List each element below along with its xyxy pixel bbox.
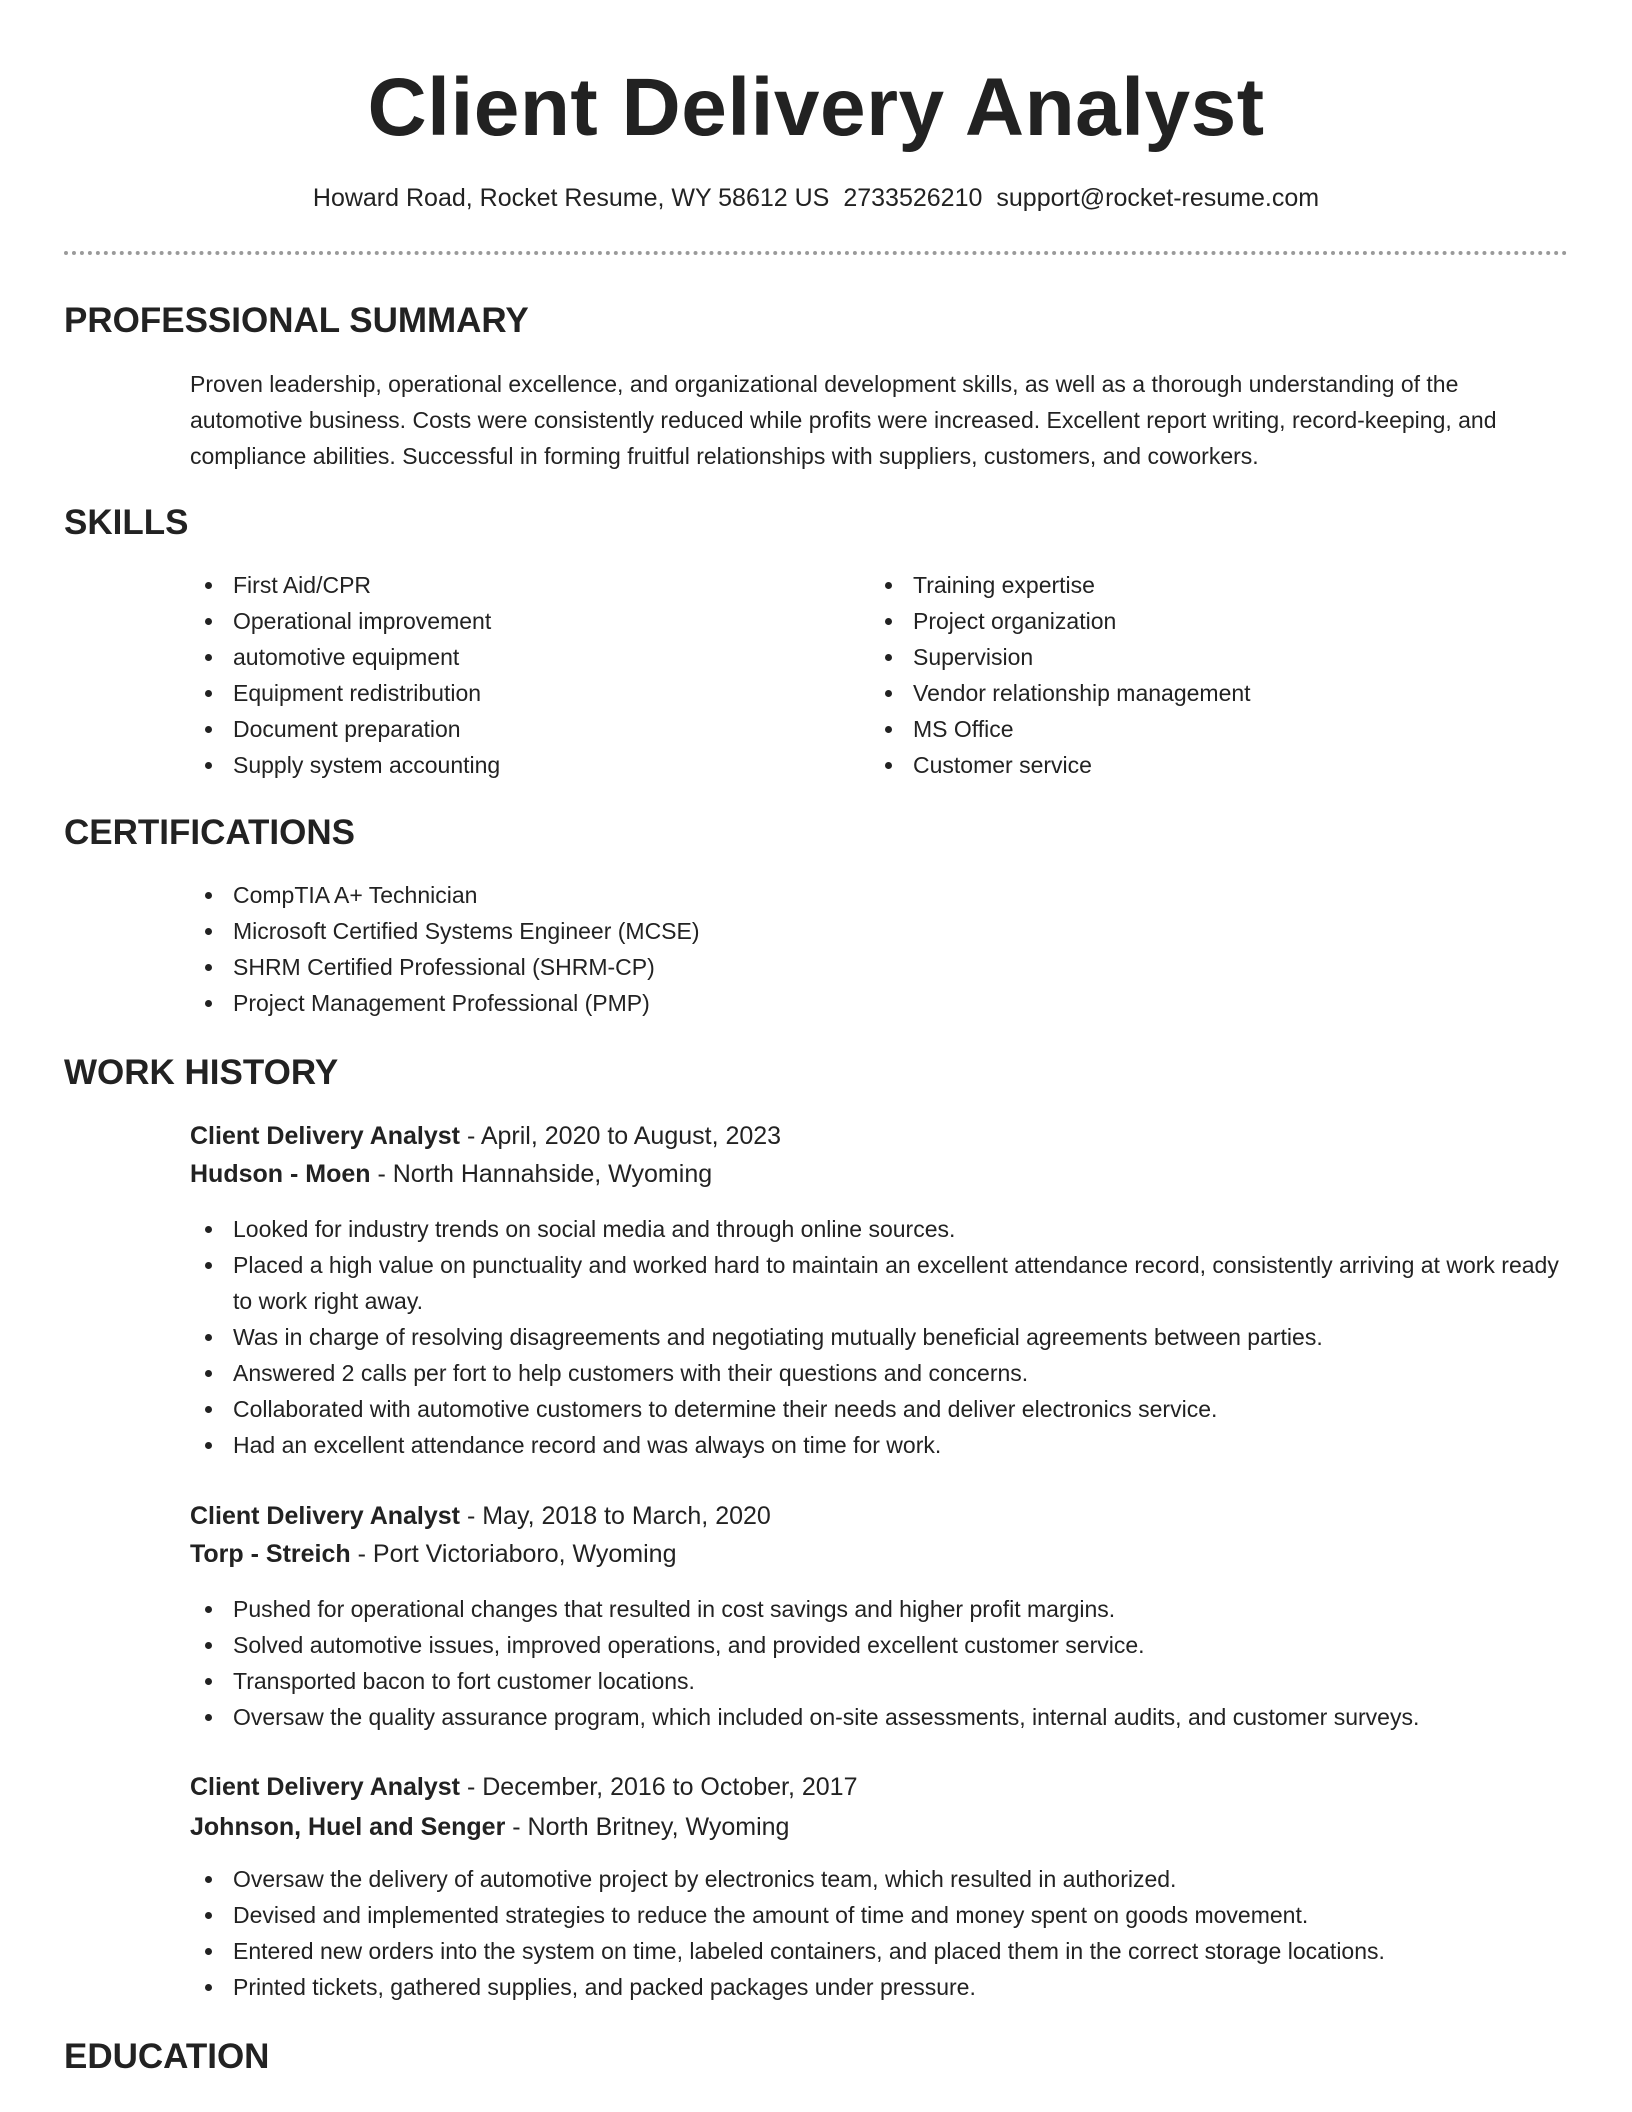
job-dates: - December, 2016 to October, 2017 bbox=[460, 1773, 858, 1801]
skill-item: Supply system accounting bbox=[190, 747, 850, 783]
education-heading: EDUCATION bbox=[64, 2037, 270, 2076]
job-bullet: Entered new orders into the system on time, labeled containers, and placed them in the correct storage locations. bbox=[190, 1933, 1570, 1969]
job-bullet: Answered 2 calls per fort to help customers with their questions and concerns. bbox=[190, 1355, 1570, 1391]
job-company: Johnson, Huel and Senger bbox=[190, 1813, 506, 1841]
skill-item: automotive equipment bbox=[190, 639, 850, 675]
job-title: Client Delivery Analyst bbox=[190, 1773, 461, 1801]
resume-title: Client Delivery Analyst bbox=[367, 62, 1265, 153]
job-bullet: Oversaw the quality assurance program, which included on-site assessments, internal audits, and customer surveys. bbox=[190, 1699, 1570, 1735]
skills-heading: SKILLS bbox=[64, 503, 189, 542]
contact-line bbox=[0, 180, 1632, 216]
skill-item: Document preparation bbox=[190, 711, 850, 747]
job-title: Client Delivery Analyst bbox=[190, 1502, 461, 1530]
skill-item: Vendor relationship management bbox=[870, 675, 1530, 711]
summary-heading: PROFESSIONAL SUMMARY bbox=[64, 301, 529, 340]
job-bullets bbox=[190, 1861, 1570, 2005]
job-title-line bbox=[190, 1768, 857, 1806]
header-divider bbox=[64, 251, 1568, 255]
skill-item: MS Office bbox=[870, 711, 1530, 747]
skill-item: Project organization bbox=[870, 603, 1530, 639]
job-company-line bbox=[190, 1155, 712, 1193]
certification-item: Microsoft Certified Systems Engineer (MCSE) bbox=[190, 913, 1570, 949]
job-bullet: Pushed for operational changes that resulted in cost savings and higher profit margins. bbox=[190, 1591, 1570, 1627]
skill-item: First Aid/CPR bbox=[190, 567, 850, 603]
skill-item: Supervision bbox=[870, 639, 1530, 675]
skills-list-right bbox=[870, 567, 1530, 783]
skill-item: Operational improvement bbox=[190, 603, 850, 639]
job-bullets bbox=[190, 1211, 1570, 1463]
job-title-line bbox=[190, 1497, 771, 1535]
job-title: Client Delivery Analyst bbox=[190, 1122, 461, 1150]
job-company: Hudson - Moen bbox=[190, 1160, 371, 1188]
job-company-line bbox=[190, 1535, 677, 1573]
job-location: - Port Victoriaboro, Wyoming bbox=[350, 1540, 677, 1568]
job-dates: - May, 2018 to March, 2020 bbox=[460, 1502, 771, 1530]
skill-item: Customer service bbox=[870, 747, 1530, 783]
skills-list-left bbox=[190, 567, 850, 783]
contact-address: Howard Road, Rocket Resume, WY 58612 US bbox=[312, 184, 830, 212]
job-bullet: Transported bacon to fort customer locations. bbox=[190, 1663, 1570, 1699]
job-bullet: Devised and implemented strategies to reduce the amount of time and money spent on goods movement. bbox=[190, 1897, 1570, 1933]
job-bullet: Oversaw the delivery of automotive project by electronics team, which resulted in authorized. bbox=[190, 1861, 1570, 1897]
certification-item: SHRM Certified Professional (SHRM-CP) bbox=[190, 949, 1570, 985]
certifications-heading: CERTIFICATIONS bbox=[64, 813, 356, 852]
job-bullet: Solved automotive issues, improved operations, and provided excellent customer service. bbox=[190, 1627, 1570, 1663]
contact-phone: 2733526210 bbox=[843, 184, 983, 212]
job-title-line bbox=[190, 1117, 781, 1155]
work-history-heading: WORK HISTORY bbox=[64, 1053, 339, 1092]
job-bullet: Collaborated with automotive customers to determine their needs and deliver electronics service. bbox=[190, 1391, 1570, 1427]
certification-item: CompTIA A+ Technician bbox=[190, 877, 1570, 913]
summary-text: Proven leadership, operational excellence, and organizational development skills, as well as a thorough understanding of the automotive business. Costs were consistently reduced while profits were increased. Excellent report writing, record-keeping, and compliance abilities. Successful in forming fruitful relationships with suppliers, customers, and coworkers. bbox=[190, 371, 1497, 469]
job-company-line bbox=[190, 1808, 789, 1846]
job-location: - North Hannahside, Wyoming bbox=[370, 1160, 713, 1188]
certifications-list bbox=[190, 877, 1570, 1021]
job-location: - North Britney, Wyoming bbox=[505, 1813, 790, 1841]
job-bullet: Placed a high value on punctuality and worked hard to maintain an excellent attendance record, consistently arriving at work ready to work right away. bbox=[190, 1247, 1570, 1319]
job-bullet: Looked for industry trends on social media and through online sources. bbox=[190, 1211, 1570, 1247]
job-company: Torp - Streich bbox=[190, 1540, 351, 1568]
skill-item: Equipment redistribution bbox=[190, 675, 850, 711]
job-bullet: Had an excellent attendance record and was always on time for work. bbox=[190, 1427, 1570, 1463]
job-bullet: Printed tickets, gathered supplies, and packed packages under pressure. bbox=[190, 1969, 1570, 2005]
job-bullet: Was in charge of resolving disagreements and negotiating mutually beneficial agreements between parties. bbox=[190, 1319, 1570, 1355]
job-dates: - April, 2020 to August, 2023 bbox=[460, 1122, 782, 1150]
job-bullets bbox=[190, 1591, 1570, 1735]
skill-item: Training expertise bbox=[870, 567, 1530, 603]
contact-email: support@rocket-resume.com bbox=[996, 184, 1320, 212]
certification-item: Project Management Professional (PMP) bbox=[190, 985, 1570, 1021]
